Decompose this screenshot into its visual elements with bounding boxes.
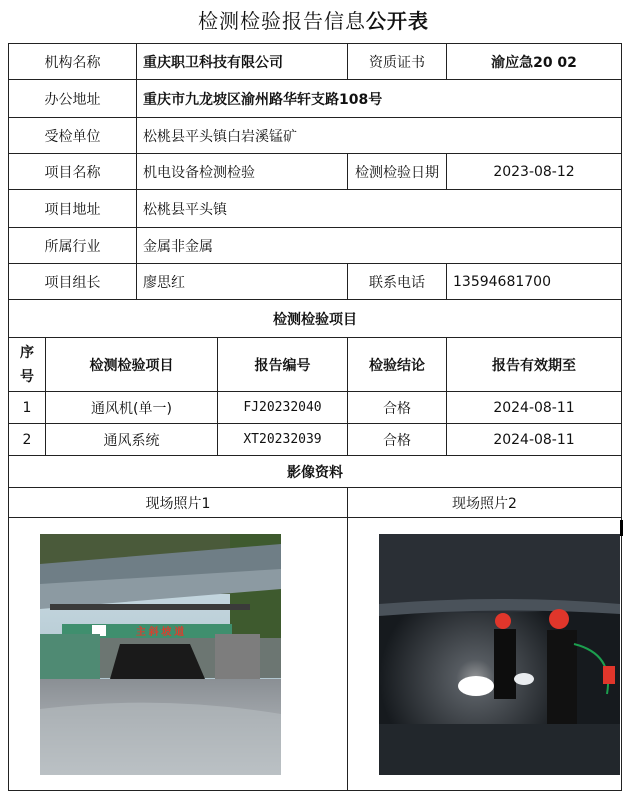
photo-1-label: 现场照片1 [9, 488, 348, 518]
row-org [9, 44, 622, 80]
header-valid: 报告有效期至 [447, 338, 622, 392]
items-section-row [9, 300, 622, 338]
row-address [9, 80, 622, 118]
page-title [0, 4, 627, 38]
inspected-value: 松桃县平头镇白岩溪锰矿 [137, 118, 622, 154]
org-value: 重庆职卫科技有限公司 [137, 44, 348, 80]
header-no: 序号 [9, 338, 46, 392]
item-report: FJ20232040 [218, 392, 348, 424]
row-leader [9, 264, 622, 300]
images-section-row [9, 456, 622, 488]
cert-label: 资质证书 [348, 44, 447, 80]
site-label: 项目地址 [9, 190, 137, 228]
table-row [9, 424, 622, 456]
photo-2-image [379, 534, 620, 775]
photo-1-image [40, 534, 281, 775]
item-result: 合格 [348, 424, 447, 456]
cert-value: 渝应急20 02 [447, 44, 622, 80]
header-report: 报告编号 [218, 338, 348, 392]
page-edge-mark [620, 520, 623, 536]
report-table-frame [8, 43, 621, 796]
photo-row [9, 518, 622, 791]
item-name: 通风系统 [46, 424, 218, 456]
address-label: 办公地址 [9, 80, 137, 118]
project-label: 项目名称 [9, 154, 137, 190]
photo-label-row [9, 488, 622, 518]
phone-value: 13594681700 [447, 264, 622, 300]
images-section-title: 影像资料 [9, 456, 622, 488]
row-industry [9, 228, 622, 264]
header-item: 检测检验项目 [46, 338, 218, 392]
leader-label: 项目组长 [9, 264, 137, 300]
items-section-title: 检测检验项目 [9, 300, 622, 338]
photo-1-cell [9, 518, 348, 791]
item-report: XT20232039 [218, 424, 348, 456]
item-valid: 2024-08-11 [447, 424, 622, 456]
item-name: 通风机(单一) [46, 392, 218, 424]
photo-2-cell [348, 518, 622, 791]
table-row [9, 392, 622, 424]
org-label: 机构名称 [9, 44, 137, 80]
item-no: 1 [9, 392, 46, 424]
row-project [9, 154, 622, 190]
item-valid: 2024-08-11 [447, 392, 622, 424]
item-result: 合格 [348, 392, 447, 424]
phone-label: 联系电话 [348, 264, 447, 300]
date-label: 检测检验日期 [348, 154, 447, 190]
title-main: 检测检验报告信息 [198, 9, 366, 33]
info-table [8, 43, 622, 791]
address-value: 重庆市九龙坡区渝州路华轩支路108号 [137, 80, 622, 118]
site-value: 松桃县平头镇 [137, 190, 622, 228]
items-header-row [9, 338, 622, 392]
industry-value: 金属非金属 [137, 228, 622, 264]
leader-value: 廖思红 [137, 264, 348, 300]
photo-1-sign-text: 主 斜 坡 道 [135, 627, 185, 638]
date-value: 2023-08-12 [447, 154, 622, 190]
row-inspected [9, 118, 622, 154]
inspected-label: 受检单位 [9, 118, 137, 154]
title-bold: 公开表 [366, 9, 429, 33]
industry-label: 所属行业 [9, 228, 137, 264]
header-result: 检验结论 [348, 338, 447, 392]
project-value: 机电设备检测检验 [137, 154, 348, 190]
item-no: 2 [9, 424, 46, 456]
photo-2-label: 现场照片2 [348, 488, 622, 518]
row-site [9, 190, 622, 228]
